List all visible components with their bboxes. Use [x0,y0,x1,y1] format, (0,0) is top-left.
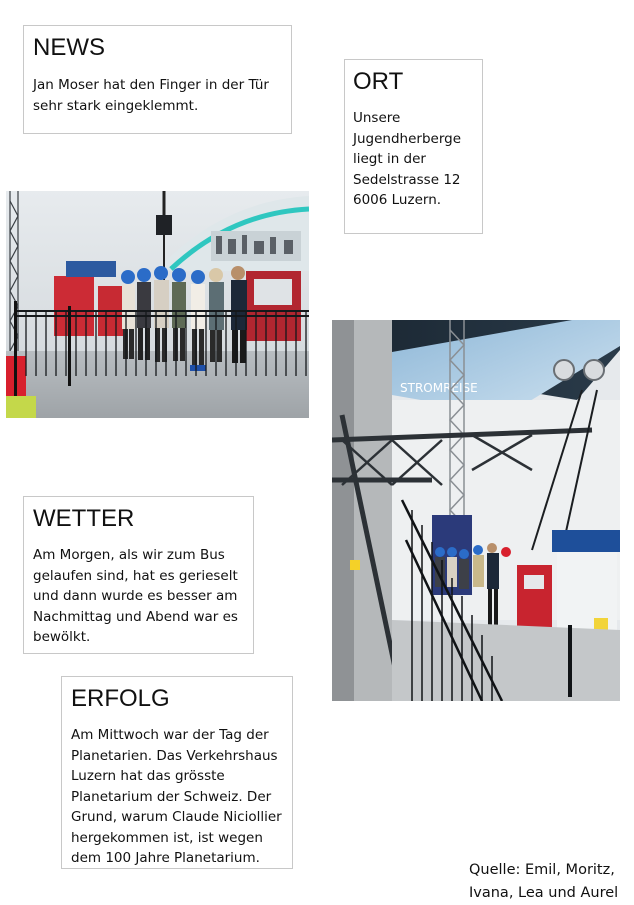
stromreise-sign: STROMREISE [400,381,478,395]
location-box [344,59,483,234]
source-credit: Quelle: Emil, Moritz, Ivana, Lea und Aurel [469,862,619,901]
news-text: Jan Moser hat den Finger in der Tür sehr stark eingeklemmt. [33,77,269,114]
exhibition-hall-photo-illustration [332,320,620,701]
location-title: ORT [353,68,404,95]
weather-text: Am Morgen, als wir zum Bus gelaufen sind, hat es gerieselt und dann wurde es besser am Nachmittag und Abend war es bewölkt. [33,547,238,645]
success-text: Am Mittwoch war der Tag der Planetarien. Das Verkehrshaus Luzern hat das grösste Planetarium der Schweiz. Der Grund, warum Claude Niciollier hergekommen ist, ist wegen dem 100 Jahre Planetarium. [71,727,282,866]
success-title: ERFOLG [71,685,170,712]
group-harness-photo-illustration [6,191,309,418]
success-box [61,676,293,869]
news-box [23,25,292,134]
location-text: Unsere Jugendherberge liegt in der Sedelstrasse 12 6006 Luzern. [353,110,462,208]
exhibition-hall-photo [332,320,620,701]
group-harness-photo [6,191,309,418]
weather-box [23,496,254,654]
news-title: NEWS [33,34,105,61]
weather-title: WETTER [33,505,135,532]
